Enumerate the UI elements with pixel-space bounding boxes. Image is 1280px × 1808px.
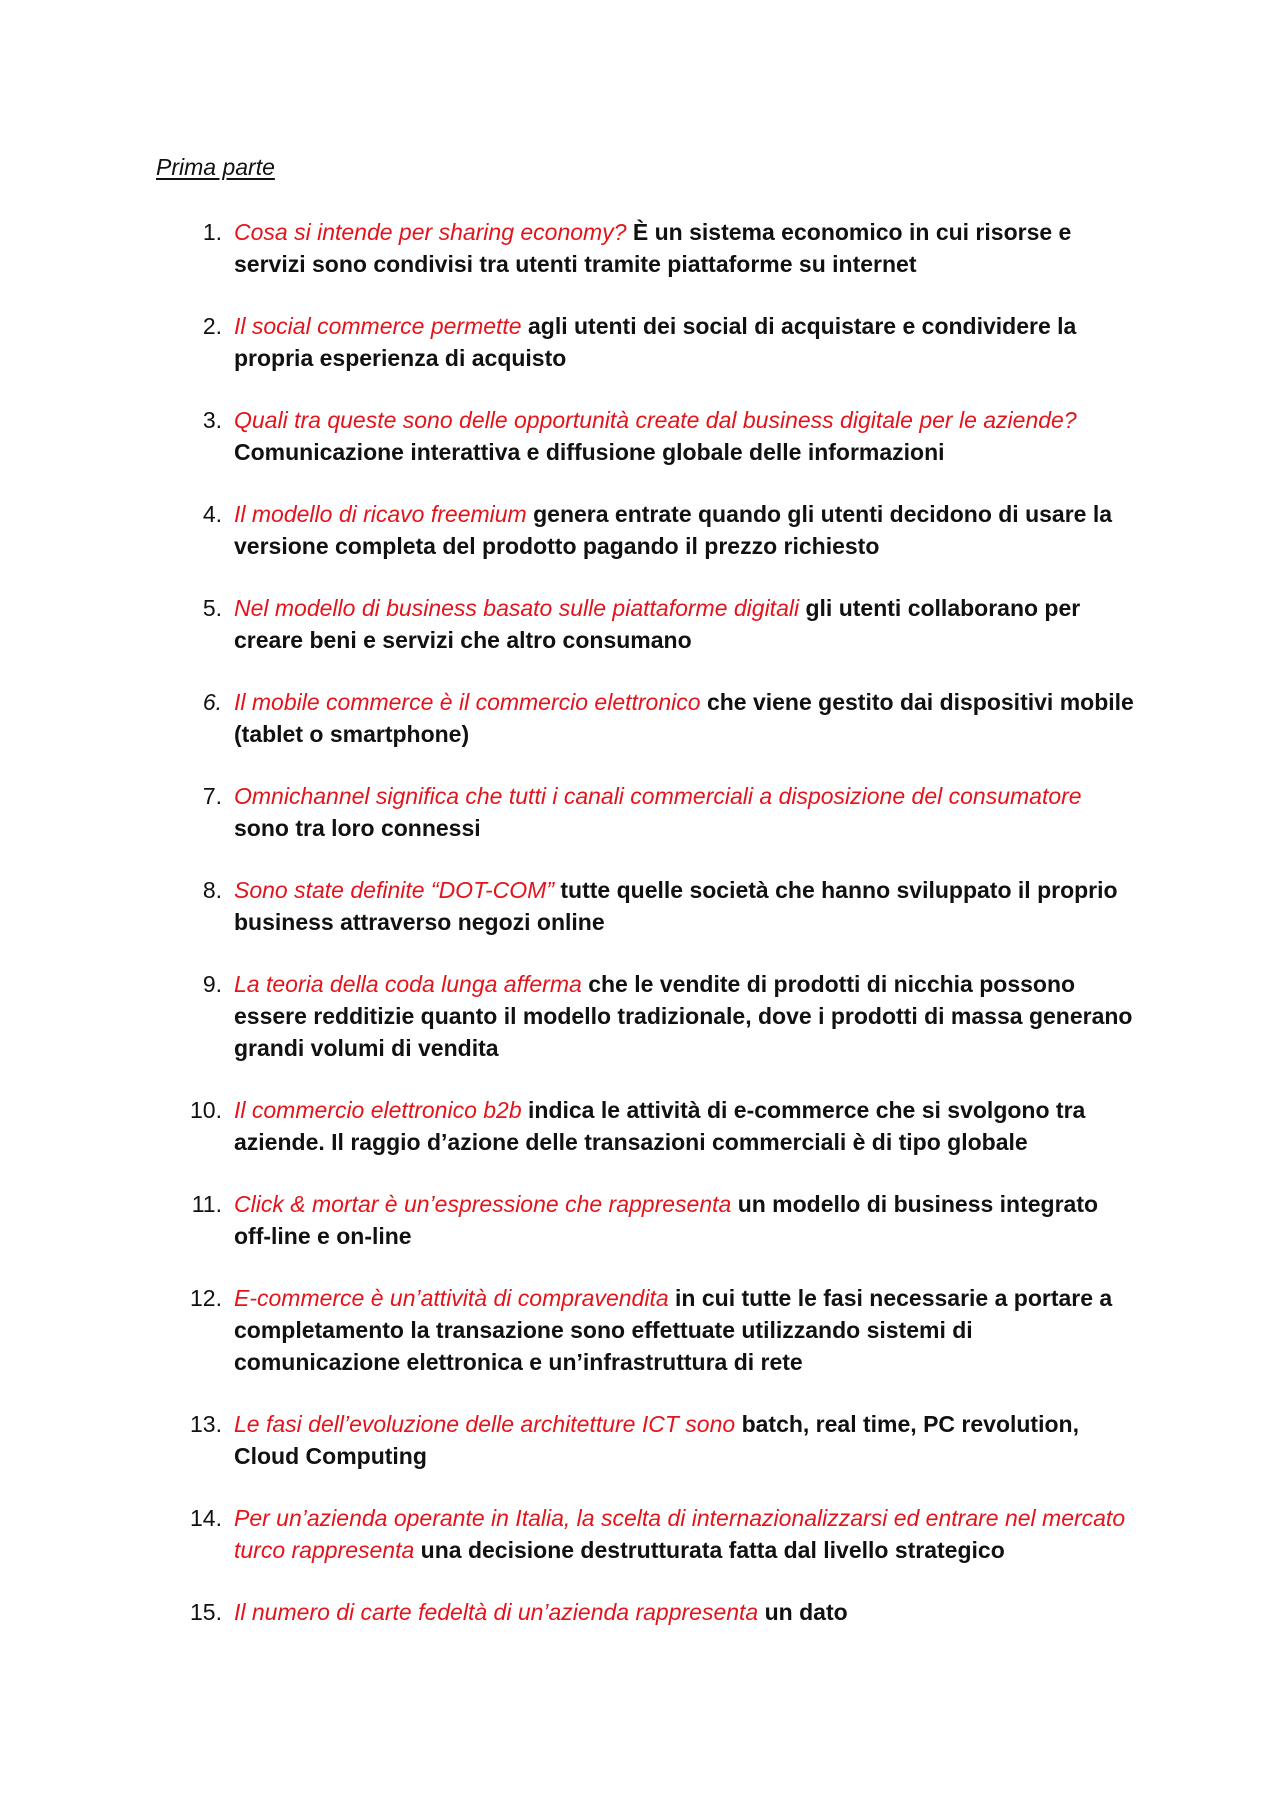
question-text: Le fasi dell’evoluzione delle architetture ICT sono	[234, 1411, 736, 1437]
question-text: Il mobile commerce è il commercio elettronico	[234, 689, 701, 715]
item-number: 10.	[190, 1097, 222, 1123]
question-text: Il modello di ricavo freemium	[234, 501, 527, 527]
item-number: 3.	[202, 407, 222, 433]
question-text: La teoria della coda lunga afferma	[234, 971, 582, 997]
item-number: 13.	[190, 1411, 222, 1437]
item-number: 7.	[202, 783, 222, 809]
question-text: Quali tra queste sono delle opportunità create dal business digitale per le aziende?	[234, 407, 1077, 433]
answer-text: gli utenti collaborano per creare beni e servizi che altro consumano	[234, 595, 1081, 653]
list-item	[190, 1282, 1136, 1378]
list-item	[196, 780, 1136, 844]
answer-text: che le vendite di prodotti di nicchia possono essere redditizie quanto il modello tradizionale, dove i prodotti di massa generano grandi volumi di vendita	[234, 971, 1133, 1061]
question-text: Sono state definite “DOT-COM”	[234, 877, 554, 903]
item-number: 2.	[202, 313, 222, 339]
list-item	[196, 686, 1136, 750]
answer-text: tutte quelle società che hanno sviluppato il proprio business attraverso negozi online	[234, 877, 1118, 935]
list-item	[196, 874, 1136, 938]
list-item	[190, 1094, 1136, 1158]
item-number: 4.	[202, 501, 222, 527]
question-text: Per un’azienda operante in Italia, la scelta di internazionalizzarsi ed entrare nel mercato turco rappresenta	[234, 1505, 1126, 1563]
item-number: 9.	[202, 971, 222, 997]
item-number: 14.	[190, 1505, 222, 1531]
answer-text: che viene gestito dai dispositivi mobile (tablet o smartphone)	[234, 689, 1134, 747]
answer-text: sono tra loro connessi	[234, 815, 481, 841]
answer-text: genera entrate quando gli utenti decidono di usare la versione completa del prodotto pagando il prezzo richiesto	[234, 501, 1113, 559]
list-item	[196, 592, 1136, 656]
list-item	[196, 498, 1136, 562]
question-text: Nel modello di business basato sulle piattaforme digitali	[234, 595, 800, 621]
question-text: Click & mortar è un’espressione che rappresenta	[234, 1191, 732, 1217]
answer-text: agli utenti dei social di acquistare e condividere la propria esperienza di acquisto	[234, 313, 1077, 371]
list-item	[196, 310, 1136, 374]
list-item	[191, 1188, 1136, 1252]
answer-text: batch, real time, PC revolution, Cloud Computing	[234, 1411, 1079, 1469]
list-item	[196, 968, 1136, 1064]
question-text: Il social commerce permette	[234, 313, 522, 339]
question-text: Cosa si intende per sharing economy?	[234, 219, 627, 245]
question-text: Il numero di carte fedeltà di un’azienda rappresenta	[234, 1599, 759, 1625]
item-number: 1.	[202, 219, 222, 245]
answer-text: indica le attività di e-commerce che si svolgono tra aziende. Il raggio d’azione delle transazioni commerciali è di tipo globale	[234, 1097, 1086, 1155]
item-number: 6.	[202, 689, 222, 715]
item-number: 11.	[191, 1191, 222, 1217]
list-item	[196, 404, 1136, 468]
question-list	[190, 216, 1136, 1658]
item-number: 8.	[202, 877, 222, 903]
list-item	[190, 1502, 1136, 1566]
item-number: 5.	[202, 595, 222, 621]
answer-text: Comunicazione interattiva e diffusione globale delle informazioni	[234, 439, 945, 465]
section-title: Prima parte	[156, 154, 275, 180]
answer-text: È un sistema economico in cui risorse e servizi sono condivisi tra utenti tramite piattaforme su internet	[234, 219, 1072, 277]
answer-text: una decisione destrutturata fatta dal livello strategico	[420, 1537, 1005, 1563]
list-item	[196, 216, 1136, 280]
question-text: Il commercio elettronico b2b	[234, 1097, 522, 1123]
item-number: 12.	[190, 1285, 222, 1311]
answer-text: un dato	[764, 1599, 848, 1625]
item-number: 15.	[190, 1599, 222, 1625]
answer-text: in cui tutte le fasi necessarie a portare a completamento la transazione sono effettuate utilizzando sistemi di comunicazione elettronica e un’infrastruttura di rete	[234, 1285, 1113, 1375]
question-text: E-commerce è un’attività di compravendita	[234, 1285, 669, 1311]
question-text: Omnichannel significa che tutti i canali commerciali a disposizione del consumatore	[234, 783, 1082, 809]
answer-text: un modello di business integrato off-line e on-line	[234, 1191, 1099, 1249]
list-item	[190, 1408, 1136, 1472]
list-item	[190, 1596, 1136, 1628]
